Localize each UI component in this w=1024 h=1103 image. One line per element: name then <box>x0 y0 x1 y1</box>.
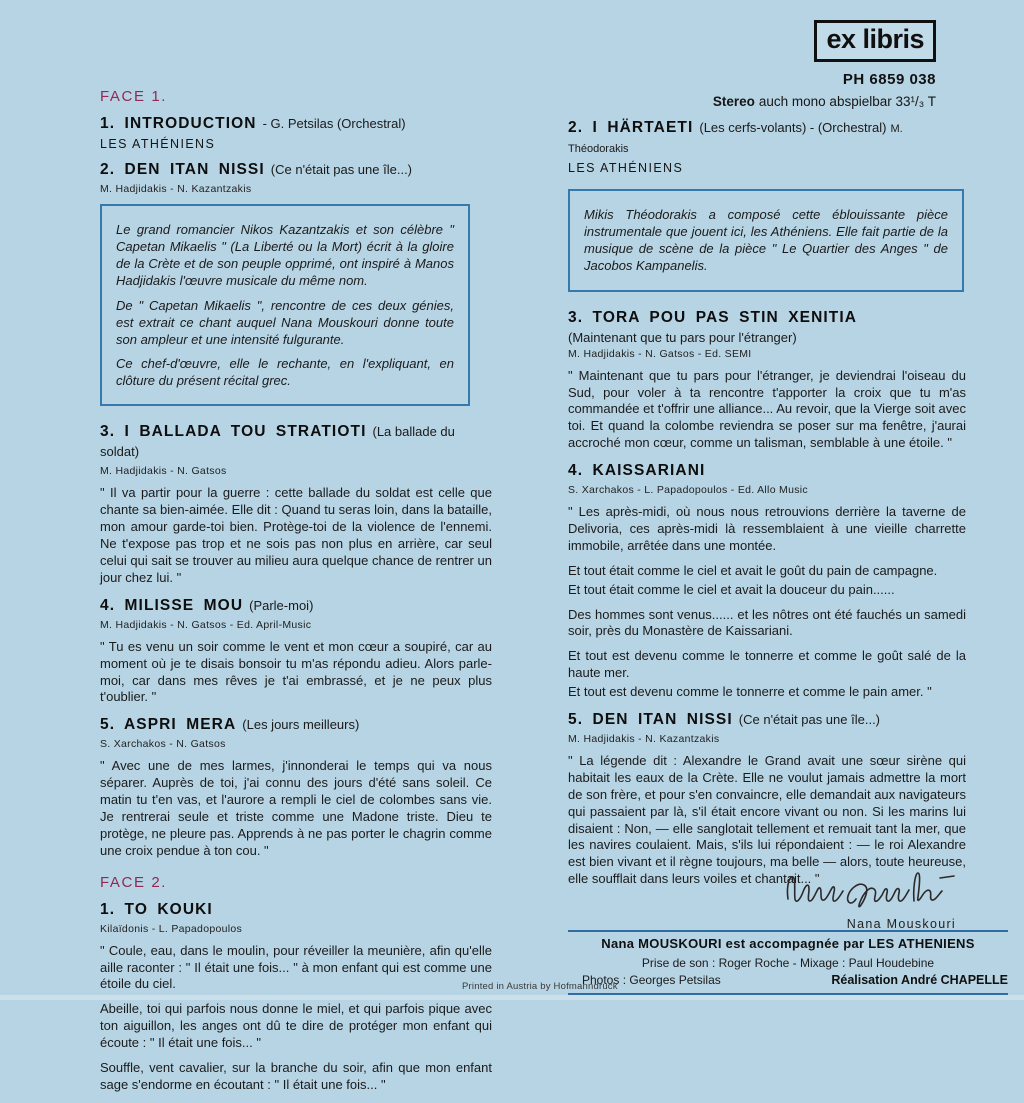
track-description: " Tu es venu un soir comme le vent et mon cœur a soupiré, car au moment où je te disais bonsoir tu m'as répondu adieu. Alors parle-moi, car dans mes rêves je t'ai embrassé, et je ne peux plus t'oublier. " <box>100 638 492 705</box>
track-subtitle: (Ce n'était pas une île...) <box>270 162 413 177</box>
printer-note: Printed in Austria by Hofmanndruck <box>462 981 618 992</box>
track-title-line <box>568 118 966 158</box>
track-description: " Les après-midi, où nous nous retrouvions derrière la taverne de Delivoria, ces après-midi là ressemblaient à une vieille charrette immobile, arrêtée dans une montée. <box>568 504 966 553</box>
exlibris-logo-text: ex libris <box>826 24 924 54</box>
left-column <box>100 88 492 1103</box>
track-description: " Maintenant que tu pars pour l'étranger, je deviendrai l'oiseau du Sud, pour voler à ta rencontre t'apporter la croix que tu m'as commandée et t'offrir une alliance... Au revoir, que la Vierge soit avec toi. Et quand la colombe reviendra se poser sur ma fenêtre, j'aurai accroché mon cœur, comme un talisman, semblable à une étoile. " <box>568 367 967 451</box>
liner-note-paragraph: De " Capetan Mikaelis ", rencontre de ces deux génies, est extrait ce chant auquel Nana Mouskouri donne toute son ampleur et une intensité fulgurante. <box>116 297 454 347</box>
track-title: 1. TO KOUKI <box>100 900 213 918</box>
track-description: Et tout est devenu comme le tonnerre et comme le goût salé de la haute mer. <box>568 648 966 681</box>
track-title: 1. INTRODUCTION <box>100 115 257 132</box>
track-title-line <box>100 114 492 134</box>
track-title: 5. ASPRI MERA <box>100 716 237 734</box>
track-title-line <box>568 308 966 328</box>
track-aspri-mera <box>100 715 492 859</box>
track-milisse-mou <box>100 596 492 707</box>
track-title-line <box>100 422 492 462</box>
sleeve-edge <box>0 995 1024 1000</box>
face2-heading: FACE 2. <box>100 873 168 891</box>
footer-bottom-line <box>568 973 1008 987</box>
track-description: Souffle, vent cavalier, sur la branche du soir, afin que mon enfant sage s'endorme en écoutant : " Il était une fois... " <box>100 1060 492 1092</box>
track-description: " Avec une de mes larmes, j'innonderai le temps qui va nous séparer. Auprès de toi, j'ai connu des jours d'été sans soleil. Ce matin tu t'en vas, et l'aurore a rempli le ciel de colombes sans vie. Je rentrerai seule et triste comme une Madone triste. Dieu te protège, ne pleure pas. Apprends à ne pas porter le chagrin comme une croix pendue à ton cou. " <box>100 758 492 858</box>
track-i-hartaeti <box>568 118 966 175</box>
track-title: 3. I BALLADA TOU STRATIOTI <box>100 423 367 441</box>
catalog-number: PH 6859 038 <box>842 71 936 88</box>
track-title-line <box>100 900 492 920</box>
footer-sound-credit: Prise de son : Roger Roche - Mixage : Paul Houdebine <box>641 956 935 970</box>
track-artist: LES ATHÉNIENS <box>568 161 684 175</box>
track-description: " Coule, eau, dans le moulin, pour réveiller la meunière, afin qu'elle aille raconter : " Il était une fois... " à mon enfant qui est comme une étoile du ciel. <box>100 942 492 992</box>
track-subtitle: - G. Petsilas (Orchestral) <box>262 116 406 131</box>
track-title-line <box>100 596 492 616</box>
track-subtitle: (Les jours meilleurs) <box>242 717 360 733</box>
track-credits: M. Hadjidakis - N. Gatsos - Ed. SEMI <box>568 347 752 360</box>
track-i-ballada-tou-stratioti <box>100 422 492 586</box>
track-title: 2. DEN ITAN NISSI <box>100 161 265 178</box>
track-description: Et tout était comme le ciel et avait la douceur du pain...... <box>568 581 895 597</box>
track-description: " Il va partir pour la guerre : cette ballade du soldat est celle que chante sa bien-aimée. Elle dit : Quand tu seras loin, dans la bataille, mon amour garde-toi bien. Protège-toi de la violence de l'ennemi. Ne t'expose pas trop et ne sois pas non plus en arrière, car seul celui qui sait se trouver au milieu aura quelque chance de rentrer un jour chez lui. " <box>100 485 492 585</box>
signature-printed-name: Nana Mouskouri <box>846 917 956 932</box>
track-subtitle: (Ce n'était pas une île...) <box>738 711 881 727</box>
right-column <box>568 118 966 931</box>
nana-mouskouri-signature <box>780 863 960 915</box>
stereo-rest: auch mono abspielbar 33¹/₃ T <box>758 94 936 109</box>
track-title-line <box>100 160 492 180</box>
track-den-itan-nissi-f2 <box>568 710 966 888</box>
track-credits: S. Xarchakos - N. Gatsos <box>100 738 226 751</box>
track-tora-pou-pas-stin-xenitia <box>568 308 966 452</box>
track-credits: M. Hadjidakis - N. Gatsos <box>100 465 227 478</box>
liner-note-box-kazantzakis <box>100 204 470 406</box>
track-description: Et tout est devenu comme le tonnerre et comme le pain amer. " <box>568 684 932 700</box>
track-description: Et tout était comme le ciel et avait le goût du pain de campagne. <box>568 562 938 578</box>
track-artist: LES ATHÉNIENS <box>100 137 216 151</box>
stereo-word: Stereo <box>712 94 755 109</box>
footer-accompaniment: Nana MOUSKOURI est accompagnée par LES ATHENIENS <box>601 936 975 951</box>
footer-photos-credit: Photos : Georges Petsilas <box>582 973 721 987</box>
track-title-line <box>568 710 966 730</box>
liner-note-paragraph: Mikis Théodorakis a composé cette éblouissante pièce instrumentale que jouent ici, les Athéniens. Elle fait partie de la musique de scène de la pièce " Le Quartier des Anges " de Jacobos Kampanelis. <box>584 207 948 274</box>
track-credits: M. Hadjidakis - N. Kazantzakis <box>100 183 252 195</box>
face1-heading: FACE 1. <box>100 88 168 105</box>
footer-credits <box>568 930 1008 995</box>
header <box>640 20 936 109</box>
track-composer: M. Théodorakis <box>568 123 903 155</box>
track-subtitle: (La ballade du soldat) <box>100 424 455 460</box>
track-title-line <box>100 715 492 735</box>
track-credits: S. Xarchakos - L. Papadopoulos - Ed. Allo Music <box>568 484 808 497</box>
track-title: 3. TORA POU PAS STIN XENITIA <box>568 308 858 326</box>
track-description: Des hommes sont venus...... et les nôtres ont été fauchés un samedi soir, près du Monastère de Kaissariani. <box>568 606 966 639</box>
track-subtitle: (Les cerfs-volants) - (Orchestral) <box>699 120 887 135</box>
liner-note-paragraph: Le grand romancier Nikos Kazantzakis et son célèbre " Capetan Mikaelis " (La Liberté ou la Mort) écrit à la gloire de la Crète et de son peuple opprimé, ont inspiré à Manos Hadjidakis l'œuvre musicale du même nom. <box>116 222 454 289</box>
track-subtitle: (Parle-moi) <box>249 597 314 613</box>
track-credits: Kilaïdonis - L. Papadopoulos <box>100 922 243 935</box>
track-title-line <box>568 461 966 481</box>
track-description: Abeille, toi qui parfois nous donne le miel, et qui parfois pique avec ton aiguillon, les anges ont dû te dire de protéger mon enfant qui écoute : " Il était une fois... " <box>100 1001 492 1051</box>
track-credits: M. Hadjidakis - N. Kazantzakis <box>568 732 720 745</box>
track-title: 2. I HÄRTAETI <box>568 119 694 136</box>
signature-block <box>568 863 966 931</box>
track-credits: M. Hadjidakis - N. Gatsos - Ed. April-Music <box>100 618 312 631</box>
track-den-itan-nissi-f1 <box>100 160 492 195</box>
stereo-note <box>640 94 936 109</box>
track-introduction <box>100 114 492 151</box>
track-title: 4. MILISSE MOU <box>100 596 244 614</box>
footer-realisation-credit: Réalisation André CHAPELLE <box>831 973 1008 987</box>
track-kaissariani <box>568 461 966 701</box>
track-subtitle: (Maintenant que tu pars pour l'étranger) <box>568 329 797 345</box>
liner-note-paragraph: Ce chef-d'œuvre, elle le rechante, en l'expliquant, en clôture du présent récital grec. <box>116 356 454 389</box>
track-title: 4. KAISSARIANI <box>568 462 706 480</box>
liner-note-box-theodorakis <box>568 189 964 292</box>
track-title: 5. DEN ITAN NISSI <box>568 710 733 728</box>
track-description: " La légende dit : Alexandre le Grand avait une sœur sirène qui habitait les eaux de la Crète. Elle ne voulut jamais admettre la mort de son frère, et pour s'en convaincre, elle demandait aux navigateurs qui passaient par là, s'il était encore vivant ou non. Si les marins lui disaient : Non, — elle sanglotait tellement et remuait tant la mer, que les navires coulaient. Mais, s'ils lui répondaient : — le roi Alexandre est bien vivant et il règne toujours, ma belle — alors, toute heureuse, elle soufflait dans leurs voiles et chantait... " <box>568 752 966 887</box>
exlibris-logo <box>814 20 936 62</box>
